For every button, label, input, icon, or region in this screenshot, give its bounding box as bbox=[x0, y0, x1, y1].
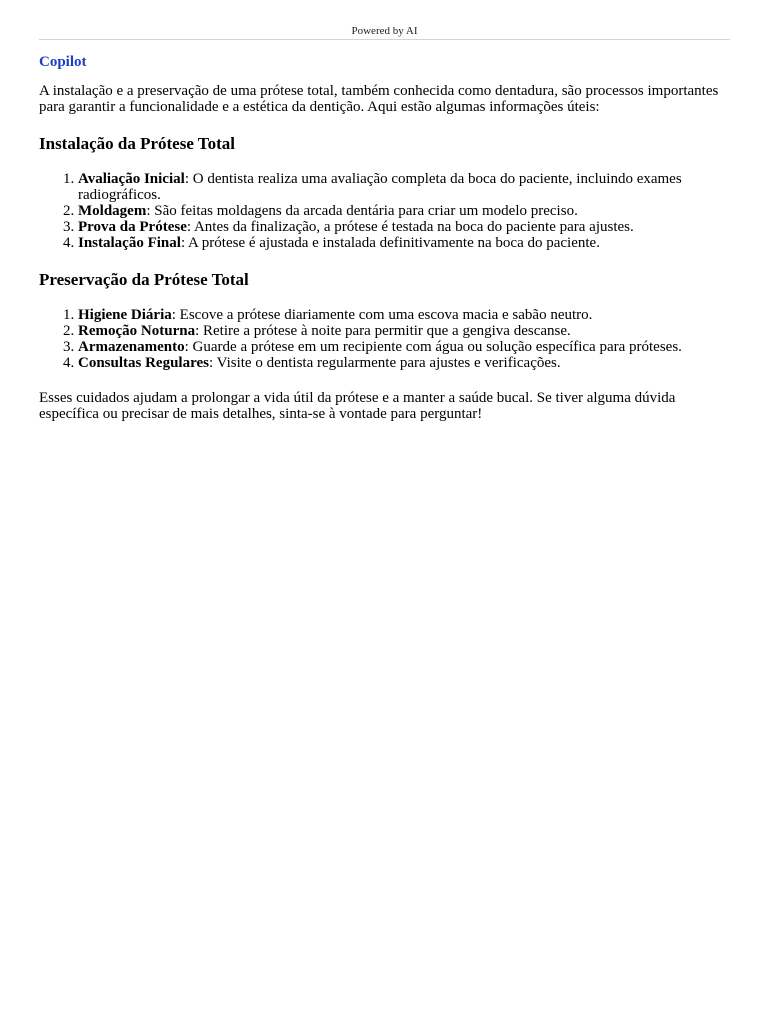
copilot-label: Copilot bbox=[39, 54, 87, 70]
preservation-heading: Preservação da Prótese Total bbox=[39, 270, 249, 289]
list-item bbox=[78, 219, 730, 235]
list-item bbox=[78, 171, 730, 203]
powered-by-header: Powered by AI bbox=[351, 25, 418, 37]
list-item-text: : Escove a prótese diariamente com uma escova macia e sabão neutro. bbox=[171, 307, 593, 323]
list-item bbox=[78, 203, 730, 219]
list-item bbox=[78, 355, 730, 371]
list-item bbox=[78, 339, 730, 355]
header-divider bbox=[39, 39, 730, 40]
list-item-term: Avaliação Inicial bbox=[78, 171, 185, 187]
installation-list bbox=[39, 171, 730, 251]
list-item-term: Prova da Prótese bbox=[78, 219, 187, 235]
response-content bbox=[39, 53, 730, 422]
list-item bbox=[78, 235, 730, 251]
closing-paragraph: Esses cuidados ajudam a prolongar a vida útil da prótese e a manter a saúde bucal. Se tiver alguma dúvida específica ou precisar de mais detalhes, sinta-se à vontade para perguntar! bbox=[39, 390, 676, 422]
list-item-text: : Visite o dentista regularmente para ajustes e verificações. bbox=[209, 355, 561, 371]
intro-paragraph: A instalação e a preservação de uma prótese total, também conhecida como dentadura, são processos importantes para garantir a funcionalidade e a estética da dentição. Aqui estão algumas informações úteis: bbox=[39, 83, 719, 115]
list-item-text: : A prótese é ajustada e instalada definitivamente na boca do paciente. bbox=[180, 235, 600, 251]
list-item-term: Consultas Regulares bbox=[78, 355, 209, 371]
list-item-term: Instalação Final bbox=[78, 235, 181, 251]
list-item bbox=[78, 323, 730, 339]
list-item-text: : O dentista realiza uma avaliação completa da boca do paciente, incluindo exames radiográficos. bbox=[78, 171, 682, 203]
list-item bbox=[78, 307, 730, 323]
installation-heading: Instalação da Prótese Total bbox=[39, 134, 235, 153]
list-item-text: : Guarde a prótese em um recipiente com água ou solução específica para próteses. bbox=[184, 339, 682, 355]
list-item-text: : São feitas moldagens da arcada dentária para criar um modelo preciso. bbox=[146, 203, 578, 219]
list-item-term: Armazenamento bbox=[78, 339, 185, 355]
list-item-term: Moldagem bbox=[78, 203, 147, 219]
list-item-term: Remoção Noturna bbox=[78, 323, 196, 339]
list-item-text: : Antes da finalização, a prótese é testada na boca do paciente para ajustes. bbox=[186, 219, 634, 235]
preservation-list bbox=[39, 307, 730, 371]
list-item-text: : Retire a prótese à noite para permitir que a gengiva descanse. bbox=[195, 323, 571, 339]
list-item-term: Higiene Diária bbox=[78, 307, 172, 323]
